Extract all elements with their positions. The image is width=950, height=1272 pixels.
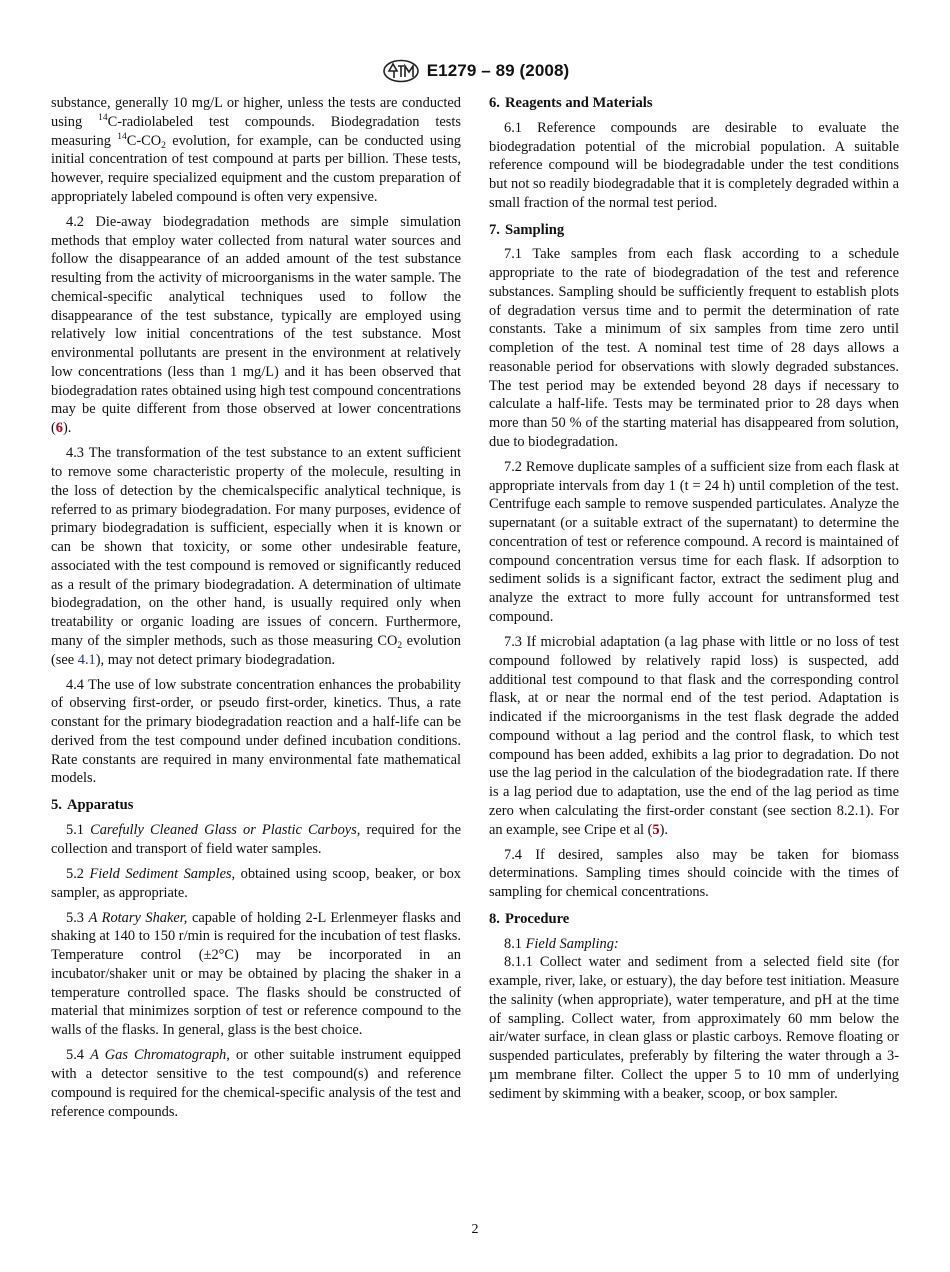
- section-heading-sampling: 7. Sampling: [489, 221, 565, 238]
- paragraph-4-3: 4.3 The transformation of the test substance to an extent sufficient to remove some characteristic property of the molecule, resulting in the loss of detection by the chemicalspecific analytical technique, is referred to as primary biodegradation. For many purposes, evidence of primary biodegradation is sufficient, especially when it is known or can be shown that toxicity, or some other undesirable feature, associated with the test compound is removed or significantly reduced as a result of the primary biodegradation. A determination of ultimate biodegradation, on the other hand, is usually required only when treatability or organic loading are issues of concern. Furthermore, many of the simpler methods, such as those measuring $CO_2$ evolution (see 4.1), may not detect primary biodegradation.: [51, 445, 461, 668]
- paragraph-8-1: 8.1 Field Sampling:: [504, 935, 619, 952]
- right-column: [489, 94, 899, 1110]
- paragraph-4-2: 4.2 Die-away biodegradation methods are simple simulation methods that employ water collected from natural water sources and follow the disappearance of an added amount of the test substance resulting from the activity of microorganisms in the water sample. The chemical-specific analytical techniques used to follow the disappearance of the test substance, typically are employed using relatively low initial concentrations of the test substance. Most environmental pollutants are present in the environment at relatively low concentrations (less than 1 mg/L) and it has been observed that biodegradation rates obtained using high test compound concentrations may be quite different from those observed at lower concentrations (6).: [51, 213, 461, 437]
- paragraph-6-1: 6.1 Reference compounds are desirable to evaluate the biodegradation potential of the microbial population. A suitable reference compound will be biodegradable under the test conditions but not so readily biodegradable that it is completely degraded within a small fraction of the normal test period.: [489, 119, 899, 211]
- paragraph-4-1-continued: substance, generally 10 mg/L or higher, unless the tests are conducted using $^{14}$C-radiolabeled test compounds. Biodegradation tests measuring $^{14}C-CO_2$ evolution, for example, can be conducted using initial concentration of test compound at parts per billion. These tests, however, require specialized equipment and the custom preparation of appropriately labeled compound is often very expensive.: [51, 95, 462, 205]
- page-header: [0, 58, 950, 84]
- astm-logo-icon: [381, 59, 421, 83]
- paragraph-7-1: 7.1 Take samples from each flask according to a schedule appropriate to the rate of biodegradation of the test and reference substances. Sampling should be sufficiently frequent to establish plots of degradation versus time and to permit the determination of rate constants. Take a minimum of six samples from time zero until completion of the test. A nominal test time of 28 days allows a reasonable period for observations with slowly degraded substances. The test period may be extended beyond 28 days if necessary to calculate a half-life. Tests may be terminated prior to 28 days when more than 50 % of the starting material has disappeared from solution, due to biodegradation.: [489, 246, 899, 450]
- paragraph-8-1-1: 8.1.1 Collect water and sediment from a selected field site (for example, river, lake, or estuary), the day before test initiation. Measure the salinity (when appropriate), water temperature, and pH at the time of sampling. Collect water, from approximately 60 mm below the air/water surface, in clean glass or plastic carboys. Remove floating or suspended particulates, preferably by filtering the water through a 3-µm membrane filter. Collect the upper 5 to 10 mm of underlying sediment by skimming with a beaker, scoop, or box sampler.: [489, 954, 899, 1102]
- paragraph-5-2: 5.2 Field Sediment Samples, obtained using scoop, beaker, or box sampler, as appropriate.: [51, 865, 461, 901]
- section-heading-apparatus: 5. Apparatus: [51, 797, 134, 814]
- left-column: [51, 94, 461, 1128]
- paragraph-5-1: 5.1 Carefully Cleaned Glass or Plastic Carboys, required for the collection and transport of field water samples.: [51, 821, 461, 857]
- section-link-4-1[interactable]: 4.1: [77, 651, 96, 668]
- reference-link-5[interactable]: 5: [652, 821, 660, 838]
- section-heading-reagents: 6. Reagents and Materials: [489, 95, 653, 111]
- paragraph-7-3: 7.3 If microbial adaptation (a lag phase with little or no loss of test compound followed by relatively rapid loss) is suspected, add additional test compound to that flask and the corresponding control flask, at or near the normal end of the test period. Adaptation is indicated if the microorganisms in the test flask degrade the added compound without a lag period and the control flask, to which test compound has been added, exhibits a lag prior to degradation. Do not use the lag period in the calculation of the biodegradation rate. If there is a lag period due to adaptation, use the end of the lag period as time zero when calculating the first-order constant (see section 8.2.1). For an example, see Cripe et al (5).: [489, 634, 899, 838]
- paragraph-4-4: 4.4 The use of low substrate concentration enhances the probability of observing first-order, or pseudo first-order, kinetics. Thus, a rate constant for the primary biodegradation reaction and a half-life can be derived from the test compound under defined incubation conditions. Rate constants are required in many environmental fate mathematical models.: [51, 676, 461, 787]
- paragraph-5-3: 5.3 A Rotary Shaker, capable of holding 2-L Erlenmeyer flasks and shaking at 140 to 150 r/min is required for the incubation of test flasks. Temperature control (±2°C) may be incorporated in an incubator/shaker unit or may be obtained by placing the shaker in a temperature controlled space. The flasks should be constructed of material that minimizes sorption of test or reference compound to the walls of the flasks. In general, glass is the best choice.: [51, 909, 461, 1039]
- page-number: 2: [471, 1222, 479, 1237]
- section-heading-procedure: 8. Procedure: [489, 910, 570, 927]
- paragraph-7-4: 7.4 If desired, samples also may be taken for biomass determinations. Sampling times should coincide with the times of sampling for chemical concentrations.: [489, 846, 899, 901]
- paragraph-7-2: 7.2 Remove duplicate samples of a sufficient size from each flask at appropriate intervals from day 1 (t = 24 h) until completion of the test. Centrifuge each sample to remove suspended particulates. Analyze the supernatant (or a suitable extract of the supernatant) to determine the concentration of test or reference compound. A record is maintained of compound concentration versus time for each flask. If adsorption to sediment solids is a significant factor, extract the sediment plug and analyze the extract to more fully account for untransformed test compound.: [489, 458, 899, 625]
- paragraph-5-4: 5.4 A Gas Chromatograph, or other suitable instrument equipped with a detector sensitive to the test compound(s) and reference compound is required for the chemical-specific analysis of the test and reference compounds.: [51, 1047, 461, 1120]
- reference-link-6[interactable]: 6: [55, 420, 63, 437]
- document-designation: E1279 – 89 (2008): [426, 61, 570, 80]
